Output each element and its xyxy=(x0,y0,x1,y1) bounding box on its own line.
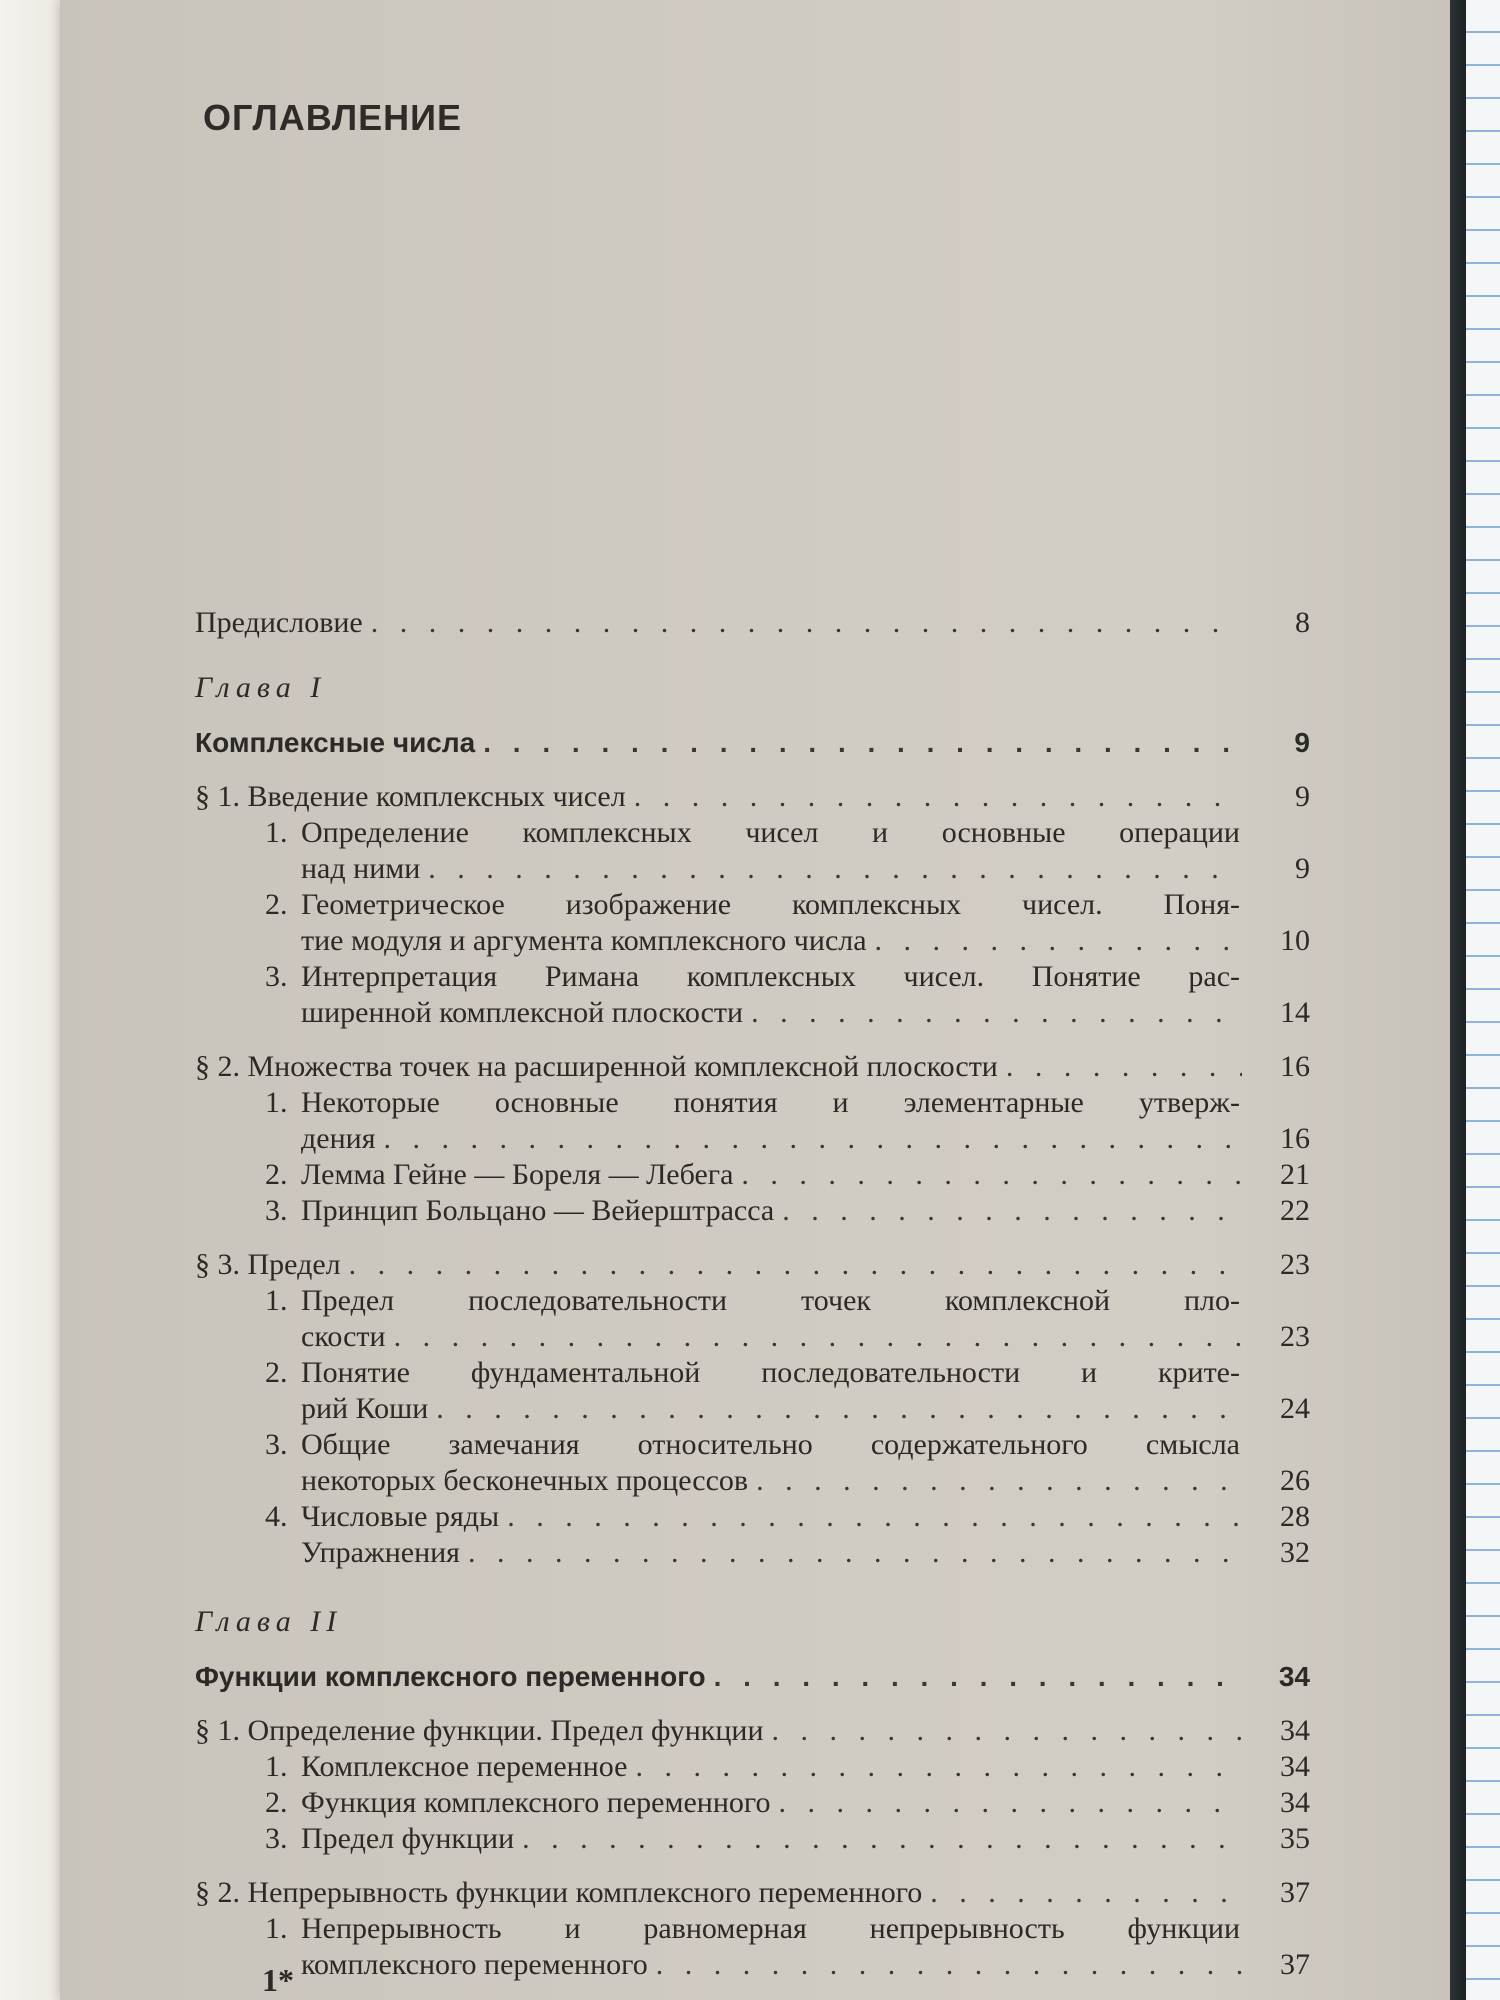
entry-label: § 2. Непрерывность функции комплексного переменного xyxy=(195,1876,923,1909)
toc-section xyxy=(195,779,1310,815)
page-number: 32 xyxy=(1280,1536,1310,1569)
entry-label: Принцип Больцано — Вейерштрасса xyxy=(301,1194,775,1227)
item-body xyxy=(265,1821,1310,1857)
item-last-line xyxy=(301,851,1310,887)
item-body xyxy=(265,1427,1310,1499)
leader-dots xyxy=(634,779,1242,815)
item-last-line xyxy=(301,1193,1310,1229)
item-last-line xyxy=(301,923,1310,959)
leader-dots xyxy=(349,1247,1242,1283)
page-number: 28 xyxy=(1280,1500,1310,1533)
leader-dots xyxy=(714,1659,1242,1695)
toc-section xyxy=(195,1049,1310,1085)
toc-subsection xyxy=(195,1749,1310,1785)
item-last-line xyxy=(301,1157,1310,1193)
item-body xyxy=(265,1157,1310,1193)
page-number: 35 xyxy=(1280,1822,1310,1855)
leader-dots xyxy=(468,1535,1242,1571)
page-number: 8 xyxy=(1295,606,1310,639)
item-last-line xyxy=(301,1319,1310,1355)
leader-dots xyxy=(483,725,1242,761)
item-last-line xyxy=(301,1391,1310,1427)
leader-dots xyxy=(507,1499,1242,1535)
leader-dots xyxy=(741,1157,1242,1193)
entry-label: дения xyxy=(301,1122,376,1155)
toc-subsection xyxy=(195,959,1310,1031)
leader-dots xyxy=(1006,1049,1242,1085)
item-first-line: Общие замечания относительно содержательного смысла xyxy=(301,1428,1240,1461)
page-number: 34 xyxy=(1280,1786,1310,1819)
item-body xyxy=(265,1085,1310,1157)
item-number: 1. xyxy=(265,816,288,849)
page-number: 34 xyxy=(1280,1714,1310,1747)
entry-label: Лемма Гейне — Бореля — Лебега xyxy=(301,1158,734,1191)
item-body xyxy=(265,1499,1310,1535)
item-last-line xyxy=(301,1121,1310,1157)
item-number: 4. xyxy=(265,1500,288,1533)
item-first-line: Понятие фундаментальной последовательности и крите- xyxy=(301,1356,1240,1389)
item-last-line xyxy=(301,995,1310,1031)
page-number: 9 xyxy=(1295,780,1310,813)
page-number: 22 xyxy=(1280,1194,1310,1227)
item-body xyxy=(265,887,1310,959)
toc-subsection xyxy=(195,1355,1310,1427)
leader-dots xyxy=(782,1193,1242,1229)
item-body xyxy=(265,815,1310,887)
entry-label: рий Коши xyxy=(301,1392,429,1425)
leader-dots xyxy=(635,1749,1242,1785)
page-number: 9 xyxy=(1294,727,1310,758)
toc-entry-preface xyxy=(195,605,1310,641)
item-first-line: Некоторые основные понятия и элементарные утверж- xyxy=(301,1086,1240,1119)
chapter-title xyxy=(195,725,1310,761)
leader-dots xyxy=(756,1463,1242,1499)
item-body xyxy=(265,1283,1310,1355)
item-number: 3. xyxy=(265,1194,288,1227)
leader-dots xyxy=(394,1319,1242,1355)
item-last-line xyxy=(301,1749,1310,1785)
item-body xyxy=(265,1911,1310,1983)
item-number: 3. xyxy=(265,1822,288,1855)
page-title: ОГЛАВЛЕНИЕ xyxy=(203,97,463,138)
chapter-label: Глава II xyxy=(195,1605,343,1638)
chapter-title xyxy=(195,1659,1310,1695)
item-last-line xyxy=(301,1785,1310,1821)
book-spine xyxy=(1450,0,1466,2000)
signature-mark: 1* xyxy=(262,1962,294,1998)
toc-subsection xyxy=(195,1785,1310,1821)
item-last-line xyxy=(301,1535,1310,1571)
item-body xyxy=(265,1535,1310,1571)
item-number: 3. xyxy=(265,1428,288,1461)
item-number: 1. xyxy=(265,1912,288,1945)
entry-label: ширенной комплексной плоскости xyxy=(301,996,744,1029)
toc-subsection xyxy=(195,1427,1310,1499)
leader-dots xyxy=(875,923,1242,959)
item-body xyxy=(265,959,1310,1031)
page-number: 16 xyxy=(1280,1050,1310,1083)
toc-subsection xyxy=(195,1193,1310,1229)
leader-dots xyxy=(428,851,1242,887)
toc-subsection xyxy=(195,1535,1310,1571)
entry-label: § 1. Введение комплексных чисел xyxy=(195,780,626,813)
leader-dots xyxy=(371,605,1242,641)
leader-dots xyxy=(384,1121,1243,1157)
leader-dots xyxy=(930,1875,1242,1911)
page-number: 26 xyxy=(1280,1464,1310,1497)
item-last-line xyxy=(301,1947,1310,1983)
item-number: 1. xyxy=(265,1086,288,1119)
entry-label: Числовые ряды xyxy=(301,1500,500,1533)
item-number: 2. xyxy=(265,888,288,921)
toc-subsection xyxy=(195,1283,1310,1355)
page-number: 9 xyxy=(1295,852,1310,885)
entry-label: Функции комплексного переменного xyxy=(195,1661,706,1692)
item-first-line: Интерпретация Римана комплексных чисел. Понятие рас- xyxy=(301,960,1240,993)
page-number: 23 xyxy=(1280,1320,1310,1353)
item-body xyxy=(265,1355,1310,1427)
entry-label: Упражнения xyxy=(301,1536,460,1569)
page-number: 37 xyxy=(1280,1948,1310,1981)
item-number: 2. xyxy=(265,1158,288,1191)
toc-subsection xyxy=(195,1157,1310,1193)
item-number: 1. xyxy=(265,1284,288,1317)
item-number: 2. xyxy=(265,1356,288,1389)
entry-label: над ними xyxy=(301,852,421,885)
page-number: 37 xyxy=(1280,1876,1310,1909)
leader-dots xyxy=(656,1947,1242,1983)
entry-label: Комплексное переменное xyxy=(301,1750,628,1783)
entry-label: Функция комплексного переменного xyxy=(301,1786,771,1819)
page-number: 14 xyxy=(1280,996,1310,1029)
toc-subsection xyxy=(195,1821,1310,1857)
page-number: 21 xyxy=(1280,1158,1310,1191)
item-first-line: Определение комплексных чисел и основные операции xyxy=(301,816,1240,849)
notebook-edge xyxy=(1466,0,1500,2000)
toc-subsection xyxy=(195,1085,1310,1157)
item-first-line: Геометрическое изображение комплексных чисел. Поня- xyxy=(301,888,1240,921)
entry-label: Предисловие xyxy=(195,606,363,639)
item-last-line xyxy=(301,1821,1310,1857)
entry-label: скости xyxy=(301,1320,386,1353)
leader-dots xyxy=(778,1785,1242,1821)
page-number: 34 xyxy=(1278,1661,1310,1692)
toc-section xyxy=(195,1875,1310,1911)
toc-section xyxy=(195,1713,1310,1749)
entry-label: некоторых бесконечных процессов xyxy=(301,1464,749,1497)
item-body xyxy=(265,1193,1310,1229)
chapters-list xyxy=(195,671,1310,1983)
leader-dots xyxy=(772,1713,1242,1749)
toc-subsection xyxy=(195,887,1310,959)
page-number: 10 xyxy=(1280,924,1310,957)
item-number: 2. xyxy=(265,1786,288,1819)
toc-subsection xyxy=(195,815,1310,887)
toc-section xyxy=(195,1247,1310,1283)
item-body xyxy=(265,1749,1310,1785)
item-last-line xyxy=(301,1499,1310,1535)
item-last-line xyxy=(301,1463,1310,1499)
entry-label: Комплексные числа xyxy=(195,727,476,758)
page-number: 24 xyxy=(1280,1392,1310,1425)
entry-label: § 3. Предел xyxy=(195,1248,341,1281)
leader-dots xyxy=(436,1391,1242,1427)
item-body xyxy=(265,1785,1310,1821)
entry-label: тие модуля и аргумента комплексного числа xyxy=(301,924,867,957)
toc-subsection xyxy=(195,1499,1310,1535)
item-first-line: Непрерывность и равномерная непрерывность функции xyxy=(301,1912,1240,1945)
table-of-contents xyxy=(195,605,1310,1983)
entry-label: § 1. Определение функции. Предел функции xyxy=(195,1714,764,1747)
entry-label: комплексного переменного xyxy=(301,1948,648,1981)
leader-dots xyxy=(751,995,1242,1031)
item-first-line: Предел последовательности точек комплексной пло- xyxy=(301,1284,1240,1317)
page-number: 34 xyxy=(1280,1750,1310,1783)
entry-label: Предел функции xyxy=(301,1822,515,1855)
page-number: 16 xyxy=(1280,1122,1310,1155)
leader-dots xyxy=(522,1821,1242,1857)
item-number: 1. xyxy=(265,1750,288,1783)
toc-subsection xyxy=(195,1911,1310,1983)
entry-label: § 2. Множества точек на расширенной комплексной плоскости xyxy=(195,1050,998,1083)
item-number: 3. xyxy=(265,960,288,993)
page-number: 23 xyxy=(1280,1248,1310,1281)
chapter-label: Глава I xyxy=(195,671,327,704)
